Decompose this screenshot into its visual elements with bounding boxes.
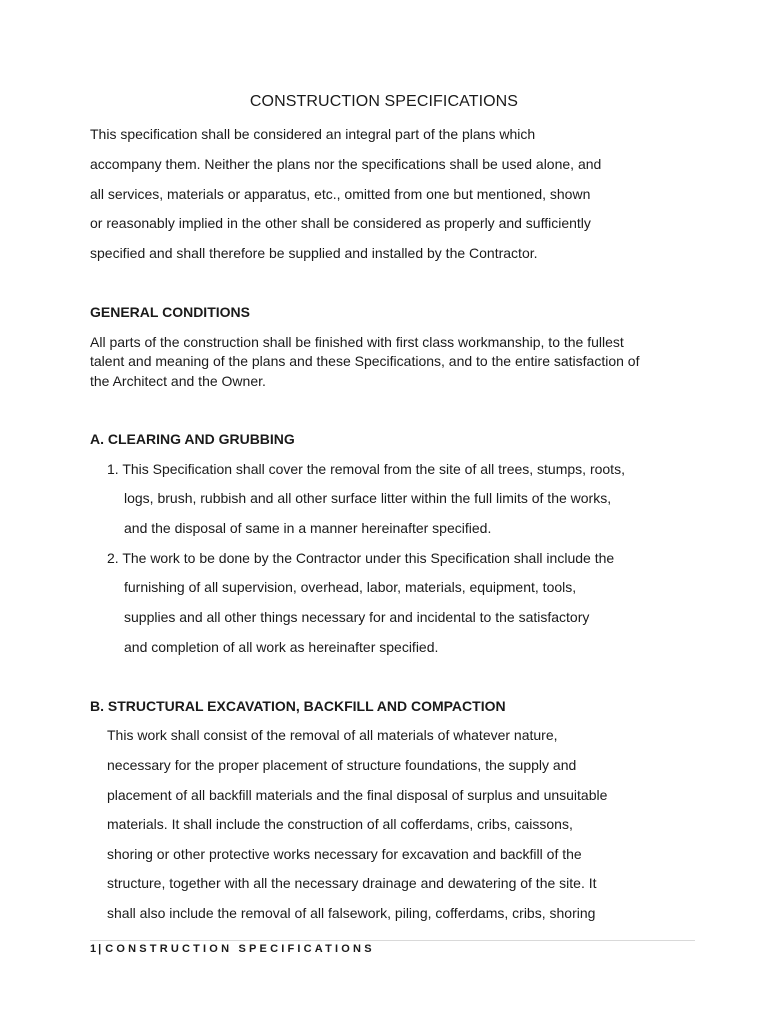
section-b-line: structure, together with all the necessary drainage and dewatering of the site. It [107,875,597,891]
section-a-item2-line: and completion of all work as hereinafter specified. [124,639,439,655]
footer-separator: | [98,943,102,955]
general-conditions-line: All parts of the construction shall be finished with first class workmanship, to the fullest [90,334,624,350]
page-footer [90,943,375,955]
general-conditions-line: the Architect and the Owner. [90,373,266,389]
section-b-line: necessary for the proper placement of structure foundations, the supply and [107,757,577,773]
section-b-line: placement of all backfill materials and the final disposal of surplus and unsuitable [107,787,608,803]
section-a-item1-line: and the disposal of same in a manner hereinafter specified. [124,520,492,536]
intro-line: accompany them. Neither the plans nor the specifications shall be used alone, and [90,156,602,172]
section-b-line: This work shall consist of the removal of all materials of whatever nature, [107,727,558,743]
section-a-item2-line: 2. The work to be done by the Contractor under this Specification shall include the [107,550,615,566]
page-number: 1 [90,943,97,955]
section-b-line: shoring or other protective works necessary for excavation and backfill of the [107,846,582,862]
general-conditions-line: talent and meaning of the plans and these Specifications, and to the entire satisfaction of [90,353,640,369]
section-b-line: shall also include the removal of all falsework, piling, cofferdams, cribs, shoring [107,905,596,921]
document-title: CONSTRUCTION SPECIFICATIONS [249,93,519,110]
general-conditions-heading: GENERAL CONDITIONS [90,304,250,320]
intro-line: This specification shall be considered an integral part of the plans which [90,126,536,142]
intro-line: specified and shall therefore be supplied and installed by the Contractor. [90,245,538,261]
intro-line: all services, materials or apparatus, etc., omitted from one but mentioned, shown [90,186,591,202]
section-b-line: materials. It shall include the construction of all cofferdams, cribs, caissons, [107,816,573,832]
section-b-heading: B. STRUCTURAL EXCAVATION, BACKFILL AND COMPACTION [90,698,506,714]
footer-divider [90,940,695,941]
section-a-heading: A. CLEARING AND GRUBBING [90,431,295,447]
section-a-item1-line: 1. This Specification shall cover the removal from the site of all trees, stumps, roots, [107,461,625,477]
section-a-item1-line: logs, brush, rubbish and all other surface litter within the full limits of the works, [124,490,612,506]
section-a-item2-line: supplies and all other things necessary for and incidental to the satisfactory [124,609,590,625]
footer-text: CONSTRUCTION SPECIFICATIONS [105,943,375,955]
intro-line: or reasonably implied in the other shall be considered as properly and sufficiently [90,215,591,231]
section-a-item2-line: furnishing of all supervision, overhead, labor, materials, equipment, tools, [124,579,577,595]
